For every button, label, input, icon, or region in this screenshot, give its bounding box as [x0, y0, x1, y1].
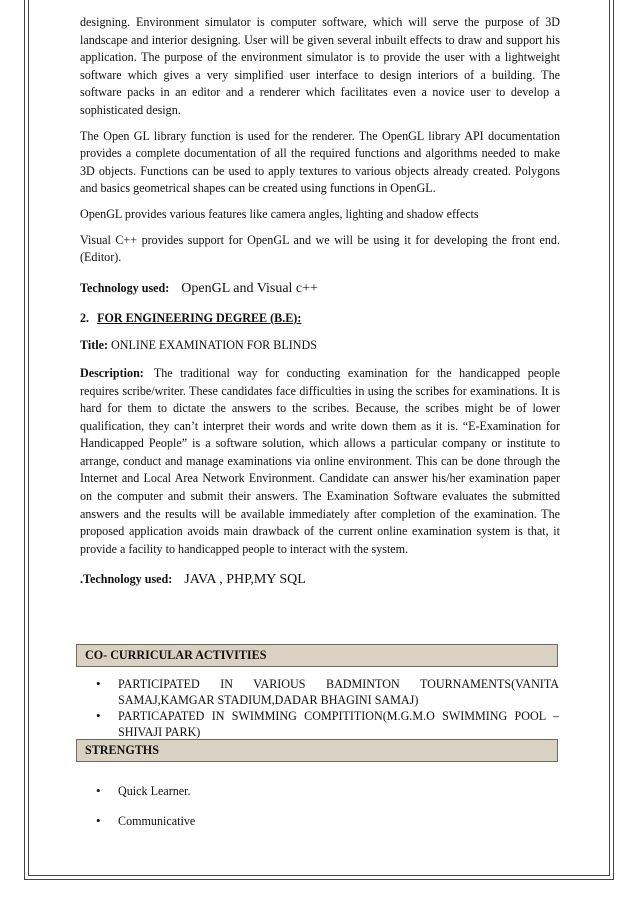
- list-item: [96, 676, 559, 708]
- project-description: [80, 365, 560, 559]
- technology-used-label: .Technology used:: [80, 572, 173, 587]
- bullet-icon: •: [96, 676, 101, 691]
- strengths-list: [96, 783, 559, 829]
- bullet-icon: •: [96, 708, 101, 723]
- list-item-text: PARTICAPATED IN SWIMMING COMPITITION(M.G.M.O SWIMMING POOL –SHIVAJI PARK): [118, 709, 559, 739]
- opengl-features-line: OpenGL provides various features like camera angles, lighting and shadow effects: [80, 206, 479, 221]
- opengl-paragraph: The Open GL library function is used for the renderer. The OpenGL library API documentation provides a complete documentation of all the required functions and algorithms needed to make 3D objects. Functions can be used to apply textures to various objects already created. Polygons and basics geometrical shapes can be created using functions in OpenGL.: [80, 128, 560, 196]
- bullet-icon: •: [96, 813, 101, 828]
- description-text: The traditional way for conducting examination for the handicapped people requires scribe/writer. These candidates face difficulties in using the scribes for examinations. It is hard for them to dictate the answers to the scribes. Because, the scribes might be of lower qualification, they can’t interpret their words and write down them as it is. “E-Examination for Handicapped People” is a software solution, which allows a particular company or institute to arrange, conduct and manage examinations via online environment. This can be done through the Internet and Local Area Network Environment. Candidate can answer his/her examination paper on the computer and submit their answers. The Examination Software evaluates the submitted answers and the results will be available immediately after completion of the examination. The proposed application avoids main drawback of the current online examination system is that, it provide a facility to handicapped people to interact with the system.: [80, 365, 560, 556]
- list-item-text: PARTICIPATED IN VARIOUS BADMINTON TOURNAMENTS(VANITA SAMAJ,KAMGAR STADIUM,DADAR BHAGINI SAMAJ): [118, 677, 559, 707]
- cocurricular-section-header: CO- CURRICULAR ACTIVITIES: [76, 644, 558, 667]
- technology-used-label: Technology used:: [80, 280, 170, 295]
- list-item: [96, 783, 559, 799]
- intro-paragraph: designing. Environment simulator is computer software, which will serve the purpose of 3D landscape and interior designing. User will be given several inbuilt effects to draw and support his application. The purpose of the environment simulator is to provide the user with a lightweight software which gives a very simplified user interface to design interiors of a building. The software packs in an editor and a renderer which facilitates even a novice user to develop a sophisticated design.: [80, 15, 560, 117]
- cocurricular-list: [96, 676, 559, 740]
- list-item: [96, 708, 559, 740]
- section-title: FOR ENGINEERING DEGREE (B.E):: [97, 310, 302, 325]
- document-body: [80, 14, 560, 589]
- technology-used-value: JAVA , PHP,MY SQL: [184, 572, 306, 588]
- technology-used-2: [80, 570, 560, 589]
- section-2-heading: [80, 310, 560, 328]
- list-item-text: Quick Learner.: [118, 784, 191, 798]
- project-title-label: Title:: [80, 338, 108, 353]
- bullet-icon: •: [96, 783, 101, 798]
- project-title: [80, 337, 560, 355]
- project-title-value: ONLINE EXAMINATION FOR BLINDS: [108, 338, 317, 353]
- technology-used-value: OpenGL and Visual c++: [181, 280, 318, 296]
- section-number: 2.: [80, 310, 90, 325]
- list-item-text: Communicative: [118, 814, 196, 828]
- visual-cpp-paragraph: Visual C++ provides support for OpenGL and we will be using it for developing the front end.(Editor).: [80, 232, 560, 265]
- description-label: Description:: [80, 365, 144, 380]
- strengths-section-header: STRENGTHS: [76, 739, 558, 762]
- technology-used-1: [80, 279, 560, 298]
- list-item: [96, 813, 559, 829]
